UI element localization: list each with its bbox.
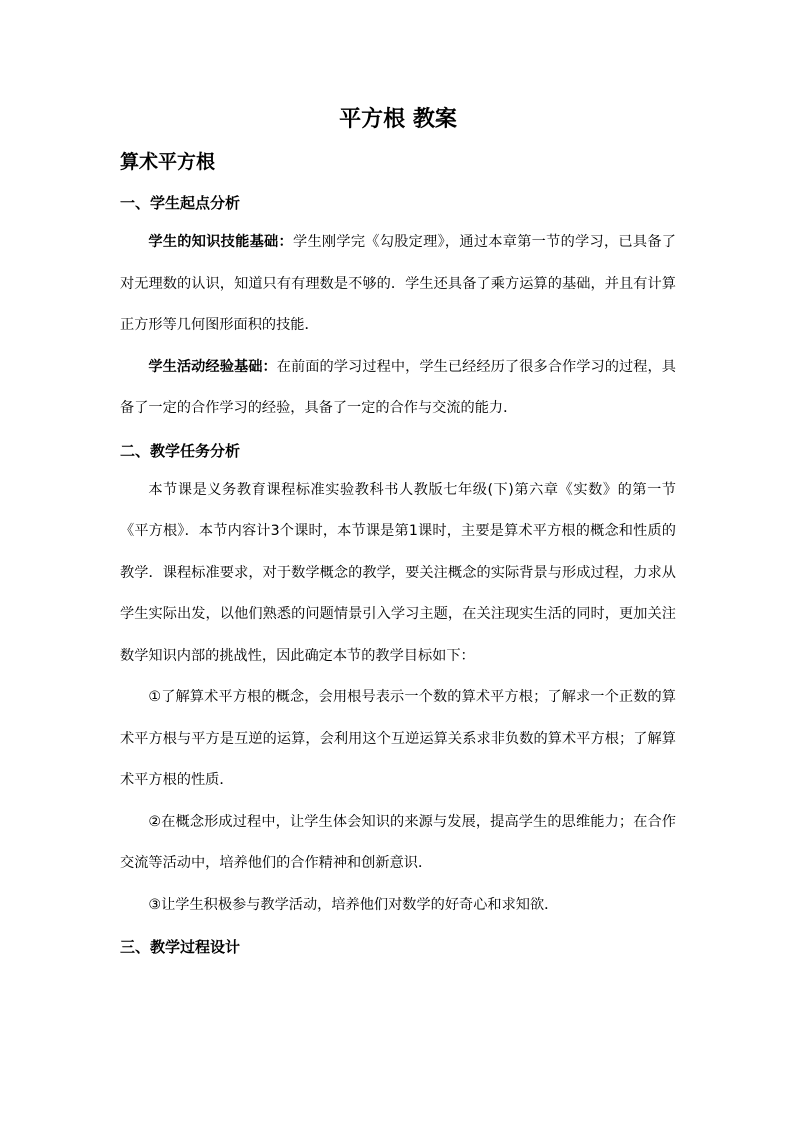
paragraph-task-analysis: 本节课是义务教育课程标准实验教科书人教版七年级(下)第六章《实数》的第一节《平方根》．本节内容计3个课时，本节课是第1课时，主要是算术平方根的概念和性质的教学．课程标准要求，对于数学概念的教学，要关注概念的实际背景与形成过程，力求从学生实际出发，以他们熟悉的问题情景引入学习主题，在关注现实生活的同时，更加关注数学知识内部的挑战性，因此确定本节的教学目标如下：	[120, 481, 676, 664]
paragraph-goal-1: ①了解算术平方根的概念，会用根号表示一个数的算术平方根；了解求一个正数的算术平方根与平方是互逆的运算，会利用这个互逆运算关系求非负数的算术平方根；了解算术平方根的性质．	[120, 689, 676, 788]
paragraph-experience-basis	[120, 347, 676, 430]
document-page	[120, 100, 676, 966]
heading-process-design: 三、教学过程设计	[120, 938, 241, 956]
paragraph-knowledge-basis	[120, 222, 676, 347]
paragraph-lead-experience: 学生活动经验基础：	[148, 358, 277, 375]
paragraph-goal-2: ②在概念形成过程中，让学生体会知识的来源与发展，提高学生的思维能力；在合作交流等活动中，培养他们的合作精神和创新意识．	[120, 813, 676, 871]
paragraph-text-knowledge: 学生刚学完《勾股定理》，通过本章第一节的学习，已具备了对无理数的认识，知道只有有理数是不够的．学生还具备了乘方运算的基础，并且有计算正方形等几何图形面积的技能．	[120, 234, 676, 333]
document-title: 平方根 教案	[339, 107, 457, 132]
heading-student-analysis: 一、学生起点分析	[120, 194, 241, 212]
paragraph-text-experience: 在前面的学习过程中，学生已经经历了很多合作学习的过程，具备了一定的合作学习的经验，具备了一定的合作与交流的能力．	[120, 358, 676, 416]
paragraph-lead-knowledge: 学生的知识技能基础：	[148, 234, 293, 250]
paragraph-goal-3: ③让学生积极参与教学活动，培养他们对数学的好奇心和求知欲．	[148, 896, 559, 913]
heading-task-analysis: 二、教学任务分析	[120, 441, 241, 460]
section-title: 算术平方根	[120, 151, 216, 173]
